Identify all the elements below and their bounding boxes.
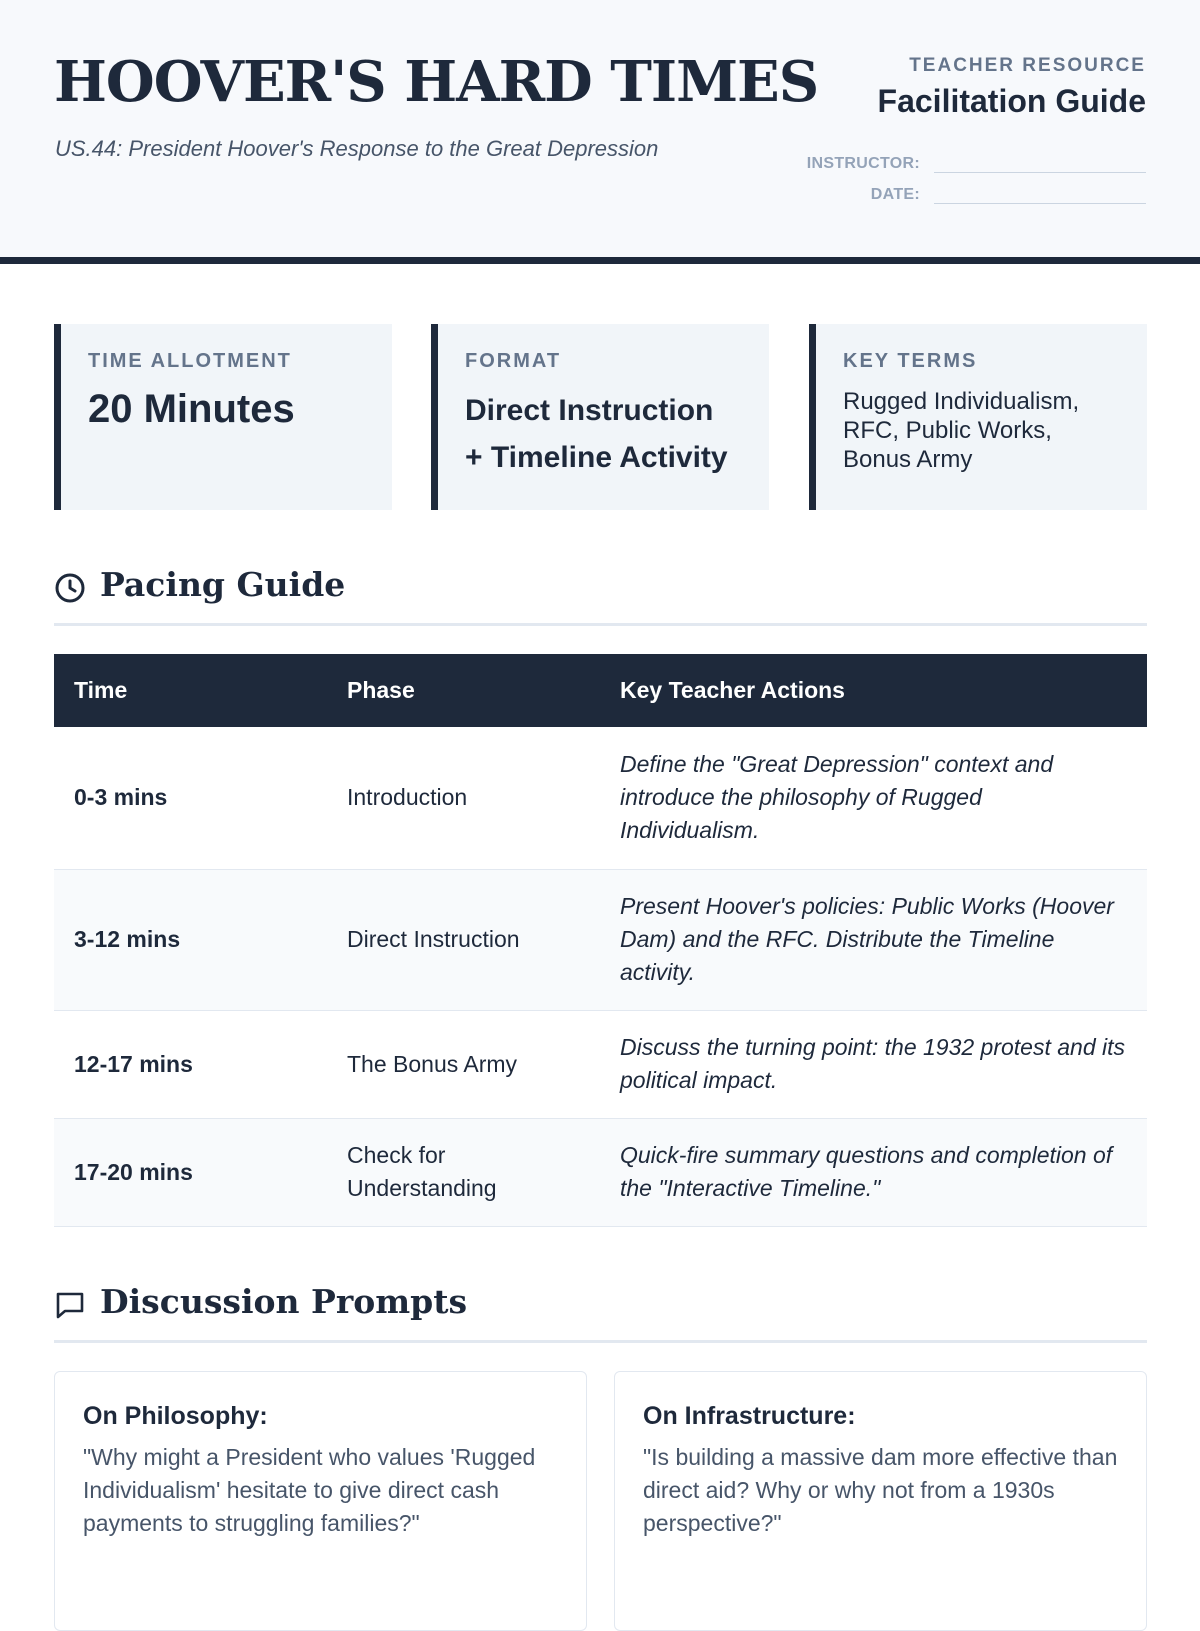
row-time: 17-20 mins [54, 1118, 327, 1226]
row-action: Discuss the turning point: the 1932 protest and its political impact. [600, 1010, 1147, 1118]
page-header [0, 0, 1200, 264]
row-time: 0-3 mins [54, 727, 327, 869]
row-phase: Check for Understanding [327, 1118, 600, 1226]
table-row [54, 1118, 1147, 1226]
card-value-line: Rugged Individualism, [843, 388, 1080, 415]
section-title: Pacing Guide [100, 565, 346, 604]
resource-title: Facilitation Guide [877, 83, 1146, 119]
card-value-line: Direct Instruction [465, 394, 714, 427]
card-value: 20 Minutes [88, 387, 295, 431]
column-header-actions: Key Teacher Actions [600, 654, 1147, 727]
pacing-table [54, 654, 1147, 1227]
prompt-title: On Infrastructure: [643, 1402, 856, 1430]
row-action: Present Hoover's policies: Public Works (Hoover Dam) and the RFC. Distribute the Timeline activity. [600, 869, 1147, 1010]
card-value [465, 387, 769, 481]
card-label: FORMAT [465, 350, 562, 372]
date-blank[interactable] [934, 187, 1146, 204]
card-value-line: Bonus Army [843, 446, 973, 473]
row-phase: Introduction [327, 727, 600, 869]
prompt-title: On Philosophy: [83, 1402, 268, 1430]
row-time: 3-12 mins [54, 869, 327, 1010]
prompt-card-philosophy [54, 1371, 587, 1631]
prompt-body: "Is building a massive dam more effective than direct aid? Why or why not from a 1930s perspective?" [643, 1444, 1118, 1536]
page-subtitle: US.44: President Hoover's Response to the Great Depression [55, 136, 659, 161]
table-header-row [54, 654, 1147, 727]
column-header-phase: Phase [327, 654, 600, 727]
chat-bubble-icon [54, 1289, 86, 1321]
card-key-terms [809, 324, 1147, 510]
table-row [54, 1010, 1147, 1118]
discussion-prompts-heading [54, 1282, 1147, 1343]
card-value-line: + Timeline Activity [465, 441, 728, 474]
pacing-guide-heading [54, 565, 1147, 626]
row-time: 12-17 mins [54, 1010, 327, 1118]
card-value [843, 387, 1147, 474]
date-label: DATE: [870, 186, 920, 203]
instructor-field [807, 155, 1146, 173]
date-field [871, 186, 1146, 204]
row-action: Define the "Great Depression" context and introduce the philosophy of Rugged Individualism. [600, 727, 1147, 869]
row-phase: Direct Instruction [327, 869, 600, 1010]
card-value-line: RFC, Public Works, [843, 417, 1052, 444]
table-row [54, 869, 1147, 1010]
row-phase: The Bonus Army [327, 1010, 600, 1118]
card-time-allotment [54, 324, 392, 510]
table-row [54, 727, 1147, 869]
instructor-label: INSTRUCTOR: [806, 155, 920, 172]
card-format [431, 324, 769, 510]
section-title: Discussion Prompts [100, 1282, 468, 1321]
info-cards [54, 324, 1147, 510]
page-title: HOOVER'S HARD TIMES [54, 49, 819, 115]
prompt-card-infrastructure [614, 1371, 1147, 1631]
instructor-blank[interactable] [934, 156, 1146, 173]
card-label: KEY TERMS [843, 350, 978, 372]
resource-label: TEACHER RESOURCE [909, 55, 1146, 76]
prompt-body: "Why might a President who values 'Rugged Individualism' hesitate to give direct cash payments to struggling families?" [83, 1444, 536, 1536]
card-label: TIME ALLOTMENT [88, 350, 292, 372]
row-action: Quick-fire summary questions and completion of the "Interactive Timeline." [600, 1118, 1147, 1226]
column-header-time: Time [54, 654, 327, 727]
clock-icon [54, 572, 86, 604]
